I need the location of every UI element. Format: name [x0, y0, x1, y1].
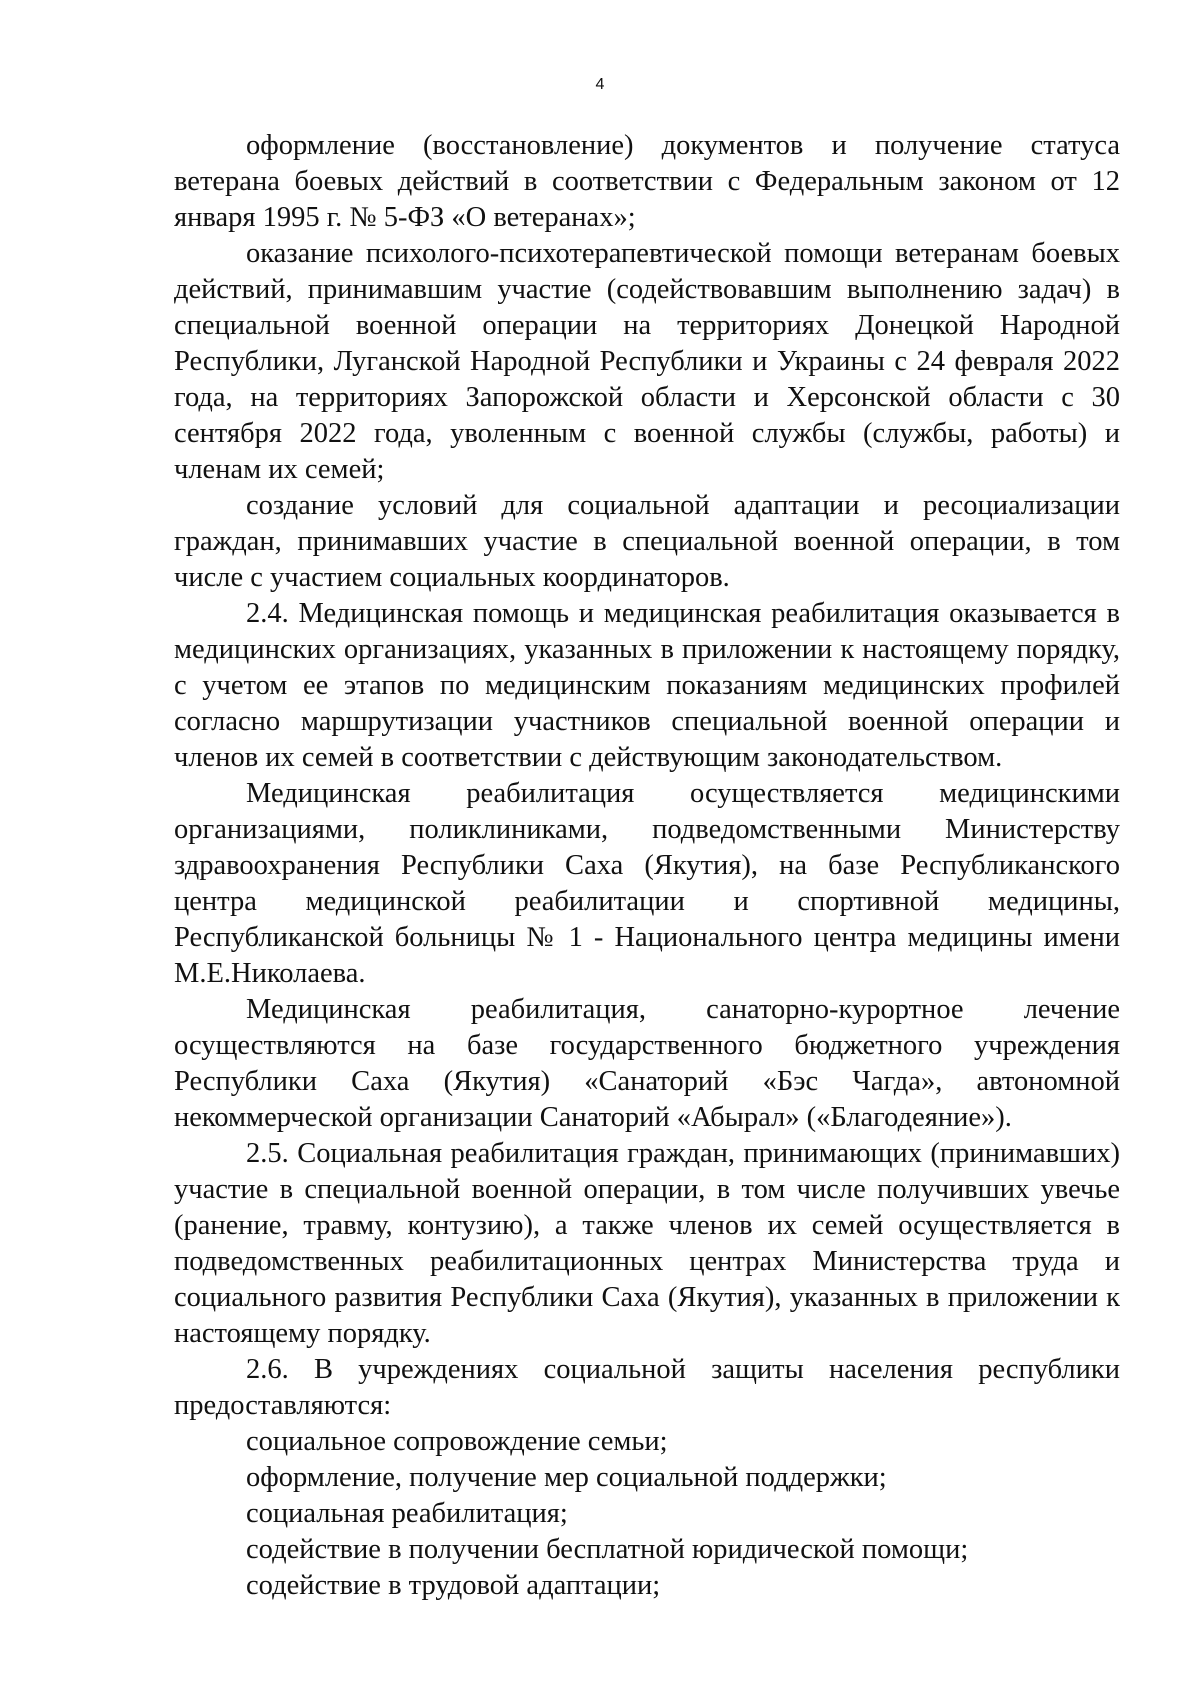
paragraph-medical-rehabilitation: Медицинская реабилитация осуществляется медицинскими организациями, поликлиниками, подведомственными Министерству здравоохранения Республики Саха (Якутия), на базе Республиканского центра медицинской реабилитации и спортивной медицины, Республиканской больницы № 1 - Национального центра медицины имени М.Е.Николаева. [174, 778, 1120, 989]
document-body [174, 128, 1120, 1604]
list-item-legal-help: содействие в получении бесплатной юридической помощи; [246, 1534, 969, 1565]
list-item-family-support: социальное сопровождение семьи; [246, 1426, 668, 1457]
paragraph-2-5-social-rehabilitation: 2.5. Социальная реабилитация граждан, принимающих (принимавших) участие в специальной военной операции, в том числе получивших увечье (ранение, травму, контузию), а также членов их семей осуществляется в подведомственных реабилитационных центрах Министерства труда и социального развития Республики Саха (Якутия), указанных в приложении к настоящему порядку. [174, 1138, 1120, 1349]
list-item-labor-adaptation: содействие в трудовой адаптации; [246, 1570, 661, 1601]
paragraph-2-4-medical-help: 2.4. Медицинская помощь и медицинская реабилитация оказывается в медицинских организациях, указанных в приложении к настоящему порядку, с учетом ее этапов по медицинским показаниям медицинских профилей согласно маршрутизации участников специальной военной операции и членов их семей в соответствии с действующим законодательством. [174, 598, 1120, 773]
paragraph-sanatorium-treatment: Медицинская реабилитация, санаторно-курортное лечение осуществляются на базе государственного бюджетного учреждения Республики Саха (Якутия) «Санаторий «Бэс Чагда», автономной некоммерческой организации Санаторий «Абырал» («Благодеяние»). [174, 994, 1120, 1133]
list-item-social-rehabilitation: социальная реабилитация; [246, 1498, 568, 1529]
paragraph-social-adaptation: создание условий для социальной адаптации и ресоциализации граждан, принимавших участие в специальной военной операции, в том числе с участием социальных координаторов. [174, 490, 1120, 593]
paragraph-2-6-social-protection: 2.6. В учреждениях социальной защиты населения республики предоставляются: [174, 1354, 1120, 1421]
page-number: 4 [595, 76, 605, 93]
list-item-support-measures: оформление, получение мер социальной поддержки; [246, 1462, 887, 1493]
paragraph-psychological-help: оказание психолого-психотерапевтической помощи ветеранам боевых действий, принимавшим участие (содействовавшим выполнению задач) в специальной военной операции на территориях Донецкой Народной Республики, Луганской Народной Республики и Украины с 24 февраля 2022 года, на территориях Запорожской области и Херсонской области с 30 сентября 2022 года, уволенным с военной службы (службы, работы) и членам их семей; [174, 238, 1120, 485]
paragraph-veteran-status: оформление (восстановление) документов и получение статуса ветерана боевых действий в соответствии с Федеральным законом от 12 января 1995 г. № 5-ФЗ «О ветеранах»; [174, 130, 1120, 233]
